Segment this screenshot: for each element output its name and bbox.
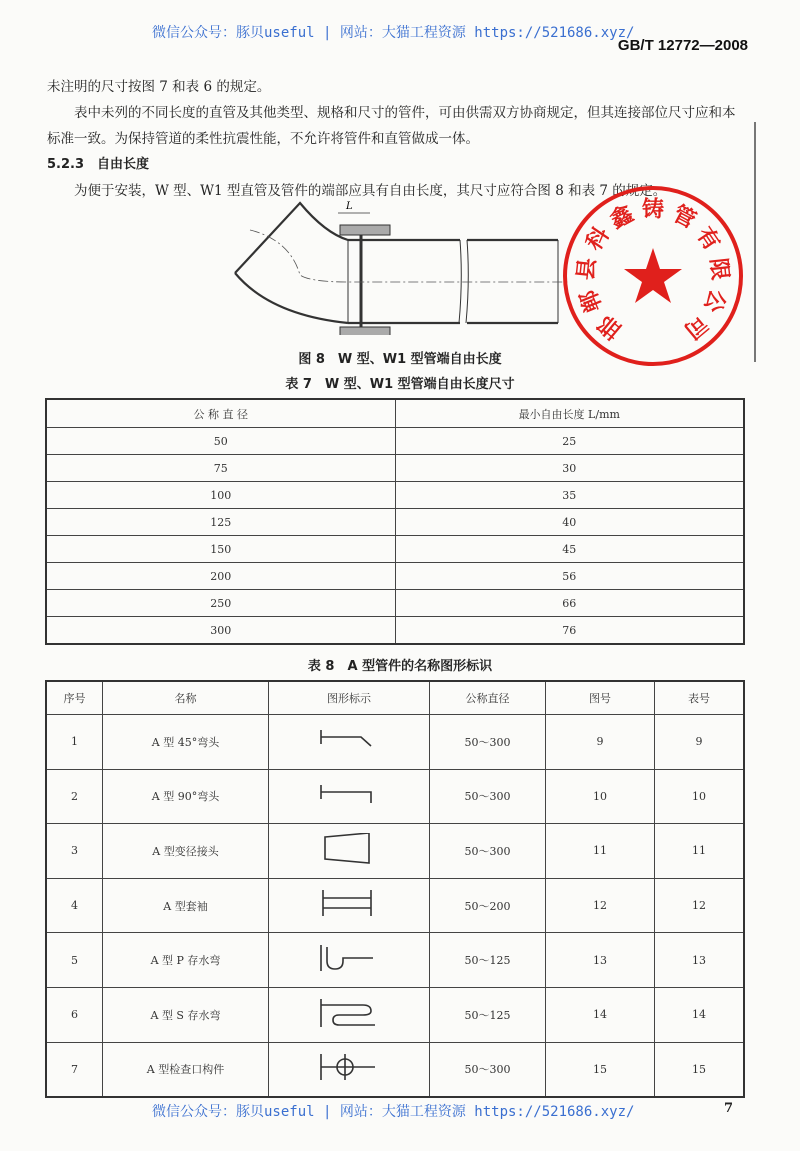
table-number-cell: 12 bbox=[655, 878, 745, 933]
table-row bbox=[46, 428, 744, 455]
section-number: 5.2.3 bbox=[47, 157, 85, 172]
figure-number-cell: 12 bbox=[546, 878, 655, 933]
nominal-diameter-cell: 300 bbox=[46, 617, 395, 645]
figure-number-cell: 11 bbox=[546, 824, 655, 879]
nominal-diameter-cell: 200 bbox=[46, 563, 395, 590]
nominal-diameter-cell: 75 bbox=[46, 455, 395, 482]
table-row bbox=[46, 715, 744, 770]
min-free-length-cell: 25 bbox=[395, 428, 744, 455]
nominal-diameter-cell: 125 bbox=[46, 509, 395, 536]
table-row bbox=[46, 563, 744, 590]
section-title: 自由长度 bbox=[97, 157, 150, 172]
column-header: 最小自由长度 L/mm bbox=[395, 399, 744, 428]
table-row bbox=[46, 878, 744, 933]
row-number-cell: 5 bbox=[46, 933, 103, 988]
fitting-name-cell: A 型套袖 bbox=[103, 878, 269, 933]
min-free-length-cell: 66 bbox=[395, 590, 744, 617]
dimension-label: L bbox=[346, 201, 353, 212]
stamp-character: 郸 bbox=[576, 285, 608, 316]
stamp-character: 邯 bbox=[594, 309, 628, 344]
s-trap-symbol-icon bbox=[319, 997, 379, 1029]
figure-number-cell: 13 bbox=[546, 933, 655, 988]
table-number-cell: 13 bbox=[655, 933, 745, 988]
row-number-cell: 4 bbox=[46, 878, 103, 933]
figure-caption: 图 8 W 型、W1 型管端自由长度 bbox=[298, 352, 502, 367]
figure-number-cell: 9 bbox=[546, 715, 655, 770]
column-header: 序号 bbox=[46, 681, 103, 715]
column-header: 名称 bbox=[103, 681, 269, 715]
table-header-row bbox=[46, 681, 744, 715]
page-number: 7 bbox=[724, 1101, 734, 1116]
figure-number-cell: 10 bbox=[546, 769, 655, 824]
pipe-figure bbox=[230, 195, 570, 335]
stamp-character: 科 bbox=[581, 222, 615, 256]
sleeve-symbol-icon bbox=[319, 888, 379, 920]
min-free-length-cell: 30 bbox=[395, 455, 744, 482]
fitting-name-cell: A 型 90°弯头 bbox=[103, 769, 269, 824]
fitting-name-cell: A 型 P 存水弯 bbox=[103, 933, 269, 988]
figure-number-cell: 15 bbox=[546, 1042, 655, 1097]
table-row bbox=[46, 987, 744, 1042]
column-header: 公称直径 bbox=[430, 681, 546, 715]
table-header-row bbox=[46, 399, 744, 428]
stamp-character: 有 bbox=[691, 222, 725, 256]
min-free-length-cell: 76 bbox=[395, 617, 744, 645]
margin-line bbox=[754, 122, 756, 362]
star-icon bbox=[624, 248, 682, 303]
fitting-name-cell: A 型 S 存水弯 bbox=[103, 987, 269, 1042]
table-row bbox=[46, 933, 744, 988]
stamp-character: 限 bbox=[705, 256, 733, 282]
nominal-diameter-cell: 250 bbox=[46, 590, 395, 617]
table-row bbox=[46, 455, 744, 482]
symbol-cell bbox=[269, 769, 430, 824]
nominal-diameter-cell: 100 bbox=[46, 482, 395, 509]
paragraph: 表中未列的不同长度的直管及其他类型、规格和尺寸的管件，可由供需双方协商规定，但其连接部位尺寸应和本标准一致。为保持管道的柔性抗震性能，不允许将管件和直管做成一体。 bbox=[47, 105, 736, 147]
row-number-cell: 7 bbox=[46, 1042, 103, 1097]
symbol-cell bbox=[269, 933, 430, 988]
table-row bbox=[46, 1042, 744, 1097]
symbol-cell bbox=[269, 987, 430, 1042]
nominal-diameter-cell: 50 bbox=[46, 428, 395, 455]
nominal-diameter-cell: 50～125 bbox=[430, 933, 546, 988]
column-header: 表号 bbox=[655, 681, 745, 715]
p-trap-symbol-icon bbox=[319, 943, 379, 975]
fitting-name-cell: A 型检查口构件 bbox=[103, 1042, 269, 1097]
nominal-diameter-cell: 50～300 bbox=[430, 769, 546, 824]
nominal-diameter-cell: 50～300 bbox=[430, 824, 546, 879]
row-number-cell: 6 bbox=[46, 987, 103, 1042]
row-number-cell: 2 bbox=[46, 769, 103, 824]
column-header: 公 称 直 径 bbox=[46, 399, 395, 428]
stamp-graphic bbox=[560, 183, 746, 369]
table-row bbox=[46, 509, 744, 536]
table7-caption: 表 7 W 型、W1 型管端自由长度尺寸 bbox=[285, 377, 515, 392]
table-8 bbox=[45, 680, 745, 1098]
reducer-symbol-icon bbox=[319, 833, 379, 865]
nominal-diameter-cell: 50～300 bbox=[430, 1042, 546, 1097]
table-number-cell: 11 bbox=[655, 824, 745, 879]
nominal-diameter-cell: 50～300 bbox=[430, 715, 546, 770]
symbol-cell bbox=[269, 824, 430, 879]
min-free-length-cell: 40 bbox=[395, 509, 744, 536]
min-free-length-cell: 35 bbox=[395, 482, 744, 509]
standard-number: GB/T 12772—2008 bbox=[617, 37, 748, 54]
column-header: 图号 bbox=[546, 681, 655, 715]
nominal-diameter-cell: 50～125 bbox=[430, 987, 546, 1042]
elbow-45-symbol-icon bbox=[319, 724, 379, 756]
symbol-cell bbox=[269, 1042, 430, 1097]
nominal-diameter-cell: 50～200 bbox=[430, 878, 546, 933]
table-row bbox=[46, 590, 744, 617]
table-number-cell: 9 bbox=[655, 715, 745, 770]
figure-number-cell: 14 bbox=[546, 987, 655, 1042]
table8-caption: 表 8 A 型管件的名称图形标识 bbox=[307, 659, 493, 674]
table-number-cell: 15 bbox=[655, 1042, 745, 1097]
table-row bbox=[46, 769, 744, 824]
symbol-cell bbox=[269, 878, 430, 933]
stamp-character: 公 bbox=[698, 285, 730, 316]
table-number-cell: 14 bbox=[655, 987, 745, 1042]
table-7 bbox=[45, 398, 745, 645]
symbol-cell bbox=[269, 715, 430, 770]
elbow-90-symbol-icon bbox=[319, 779, 379, 811]
fitting-name-cell: A 型 45°弯头 bbox=[103, 715, 269, 770]
paragraph: 未注明的尺寸按图 7 和表 6 的规定。 bbox=[47, 79, 271, 95]
stamp-character: 铸 bbox=[641, 197, 665, 223]
table-row bbox=[46, 536, 744, 563]
row-number-cell: 3 bbox=[46, 824, 103, 879]
section-heading bbox=[47, 152, 747, 178]
watermark-footer[interactable]: 微信公众号：豚贝useful | 网站：大猫工程资源 https://521686.xyz/ bbox=[152, 1104, 635, 1120]
column-header: 图形标示 bbox=[269, 681, 430, 715]
min-free-length-cell: 56 bbox=[395, 563, 744, 590]
table-row bbox=[46, 617, 744, 645]
stamp-character: 管 bbox=[668, 201, 700, 234]
table-row bbox=[46, 482, 744, 509]
stamp-character: 鑫 bbox=[606, 201, 638, 234]
table-number-cell: 10 bbox=[655, 769, 745, 824]
min-free-length-cell: 45 bbox=[395, 536, 744, 563]
stamp-character: 司 bbox=[678, 309, 712, 344]
paragraph: 为便于安装，W 型、W1 型直管及管件的端部应具有自由长度，其尺寸应符合图 8 和表 7 的规定。 bbox=[74, 183, 667, 199]
fitting-name-cell: A 型变径接头 bbox=[103, 824, 269, 879]
inspection-port-symbol-icon bbox=[319, 1052, 379, 1084]
stamp-character: 县 bbox=[573, 256, 601, 282]
nominal-diameter-cell: 150 bbox=[46, 536, 395, 563]
table-row bbox=[46, 824, 744, 879]
watermark-header[interactable]: 微信公众号：豚贝useful | 网站：大猫工程资源 https://521686.xyz/ bbox=[152, 25, 635, 41]
company-stamp bbox=[560, 183, 746, 369]
row-number-cell: 1 bbox=[46, 715, 103, 770]
